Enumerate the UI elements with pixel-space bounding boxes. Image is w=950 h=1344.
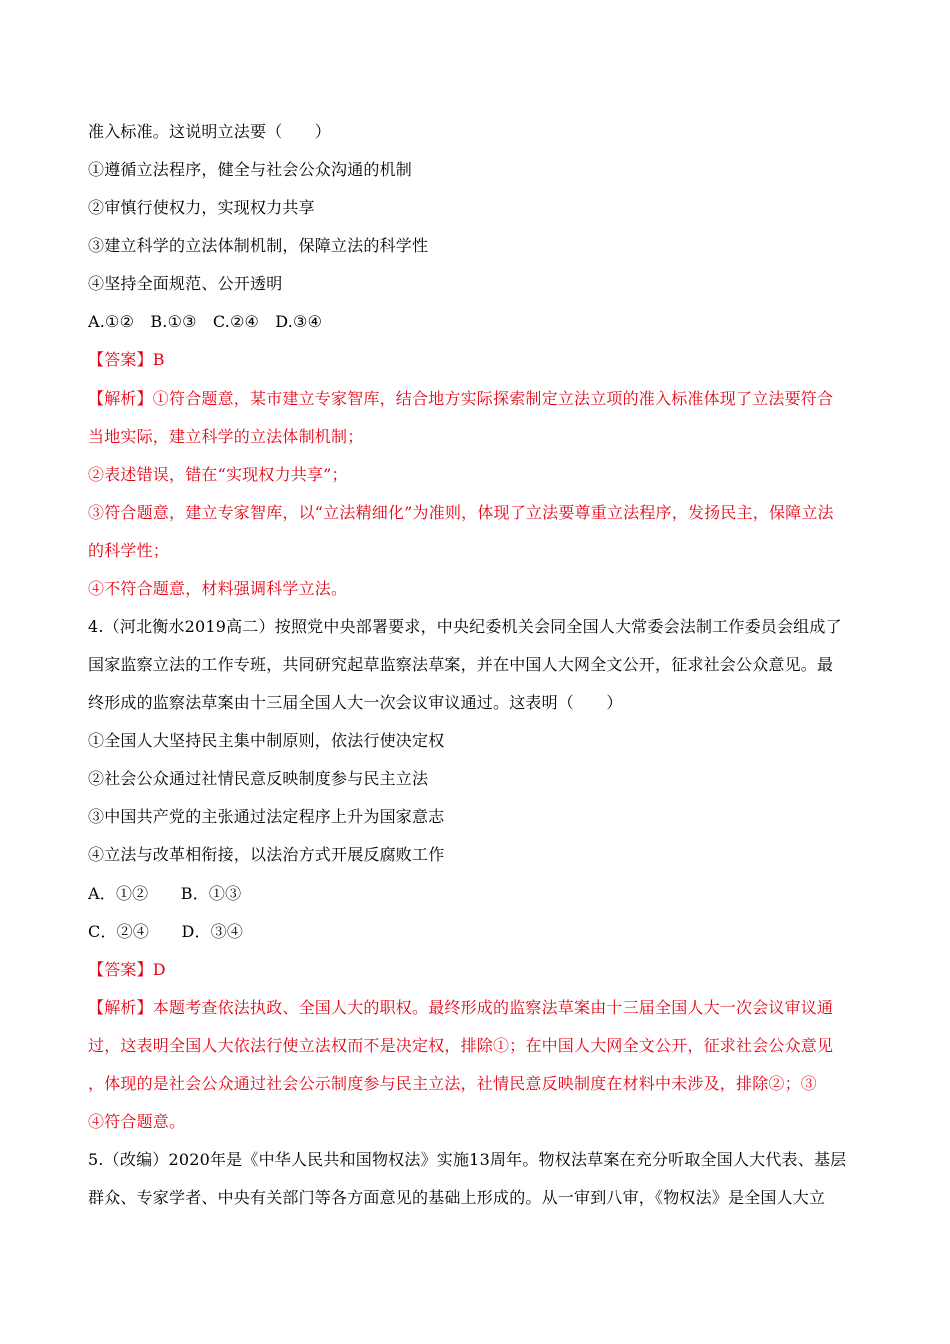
q4-stem-line-2: 国家监察立法的工作专班，共同研究起草监察法草案，并在中国人大网全文公开，征求社会公众意见。最 bbox=[88, 655, 834, 674]
q4-stem-line-3: 终形成的监察法草案由十三届全国人大一次会议审议通过。这表明（ ） bbox=[88, 693, 623, 712]
q3-analysis-line-2: 当地实际，建立科学的立法体制机制； bbox=[88, 427, 364, 446]
q3-option-1: ①遵循立法程序，健全与社会公众沟通的机制 bbox=[88, 160, 413, 179]
q4-stem-line-1: 4.（河北衡水2019高二）按照党中央部署要求，中央纪委机关会同全国人大常委会法制工作委员会组成了 bbox=[88, 617, 842, 636]
q3-analysis-line-1: 【解析】①符合题意，某市建立专家智库，结合地方实际探索制定立法立项的准入标准体现了立法要符合 bbox=[88, 389, 834, 408]
q3-option-2: ②审慎行使权力，实现权力共享 bbox=[88, 198, 315, 217]
q4-analysis-line-2: 过，这表明全国人大依法行使立法权而不是决定权，排除①；在中国人大网全文公开，征求社会公众意见 bbox=[88, 1036, 834, 1055]
q3-answer: 【答案】B bbox=[88, 350, 165, 369]
q3-option-3: ③建立科学的立法体制机制，保障立法的科学性 bbox=[88, 236, 429, 255]
q4-analysis-line-3: ，体现的是社会公众通过社会公示制度参与民主立法，社情民意反映制度在材料中未涉及，排除②；③ bbox=[88, 1074, 818, 1093]
q3-analysis-line-4: ③符合题意，建立专家智库，以“立法精细化”为准则，体现了立法要尊重立法程序，发扬民主，保障立法 bbox=[88, 503, 834, 522]
q4-option-3: ③中国共产党的主张通过法定程序上升为国家意志 bbox=[88, 807, 445, 826]
q4-choices-row-2: C．②④ D．③④ bbox=[88, 922, 244, 941]
q4-analysis-line-4: ④符合题意。 bbox=[88, 1112, 186, 1131]
q4-choices-row-1: A．①② B．①③ bbox=[88, 884, 242, 903]
q3-stem-tail: 准入标准。这说明立法要（ ） bbox=[88, 122, 332, 141]
q4-option-4: ④立法与改革相衔接，以法治方式开展反腐败工作 bbox=[88, 845, 445, 864]
q3-analysis-line-3: ②表述错误，错在“实现权力共享”； bbox=[88, 465, 348, 484]
q4-option-1: ①全国人大坚持民主集中制原则，依法行使决定权 bbox=[88, 731, 445, 750]
q3-choices: A.①② B.①③ C.②④ D.③④ bbox=[88, 312, 323, 331]
q3-analysis-line-6: ④不符合题意，材料强调科学立法。 bbox=[88, 579, 348, 598]
q4-answer: 【答案】D bbox=[88, 960, 166, 979]
q3-analysis-line-5: 的科学性； bbox=[88, 541, 170, 560]
q5-stem-line-2: 群众、专家学者、中央有关部门等各方面意见的基础上形成的。从一审到八审，《物权法》是全国人大立 bbox=[88, 1188, 826, 1207]
q4-analysis-line-1: 【解析】本题考查依法执政、全国人大的职权。最终形成的监察法草案由十三届全国人大一次会议审议通 bbox=[88, 998, 834, 1017]
q3-option-4: ④坚持全面规范、公开透明 bbox=[88, 274, 283, 293]
q4-option-2: ②社会公众通过社情民意反映制度参与民主立法 bbox=[88, 769, 429, 788]
q5-stem-line-1: 5.（改编）2020年是《中华人民共和国物权法》实施13周年。物权法草案在充分听取全国人大代表、基层 bbox=[88, 1150, 847, 1169]
